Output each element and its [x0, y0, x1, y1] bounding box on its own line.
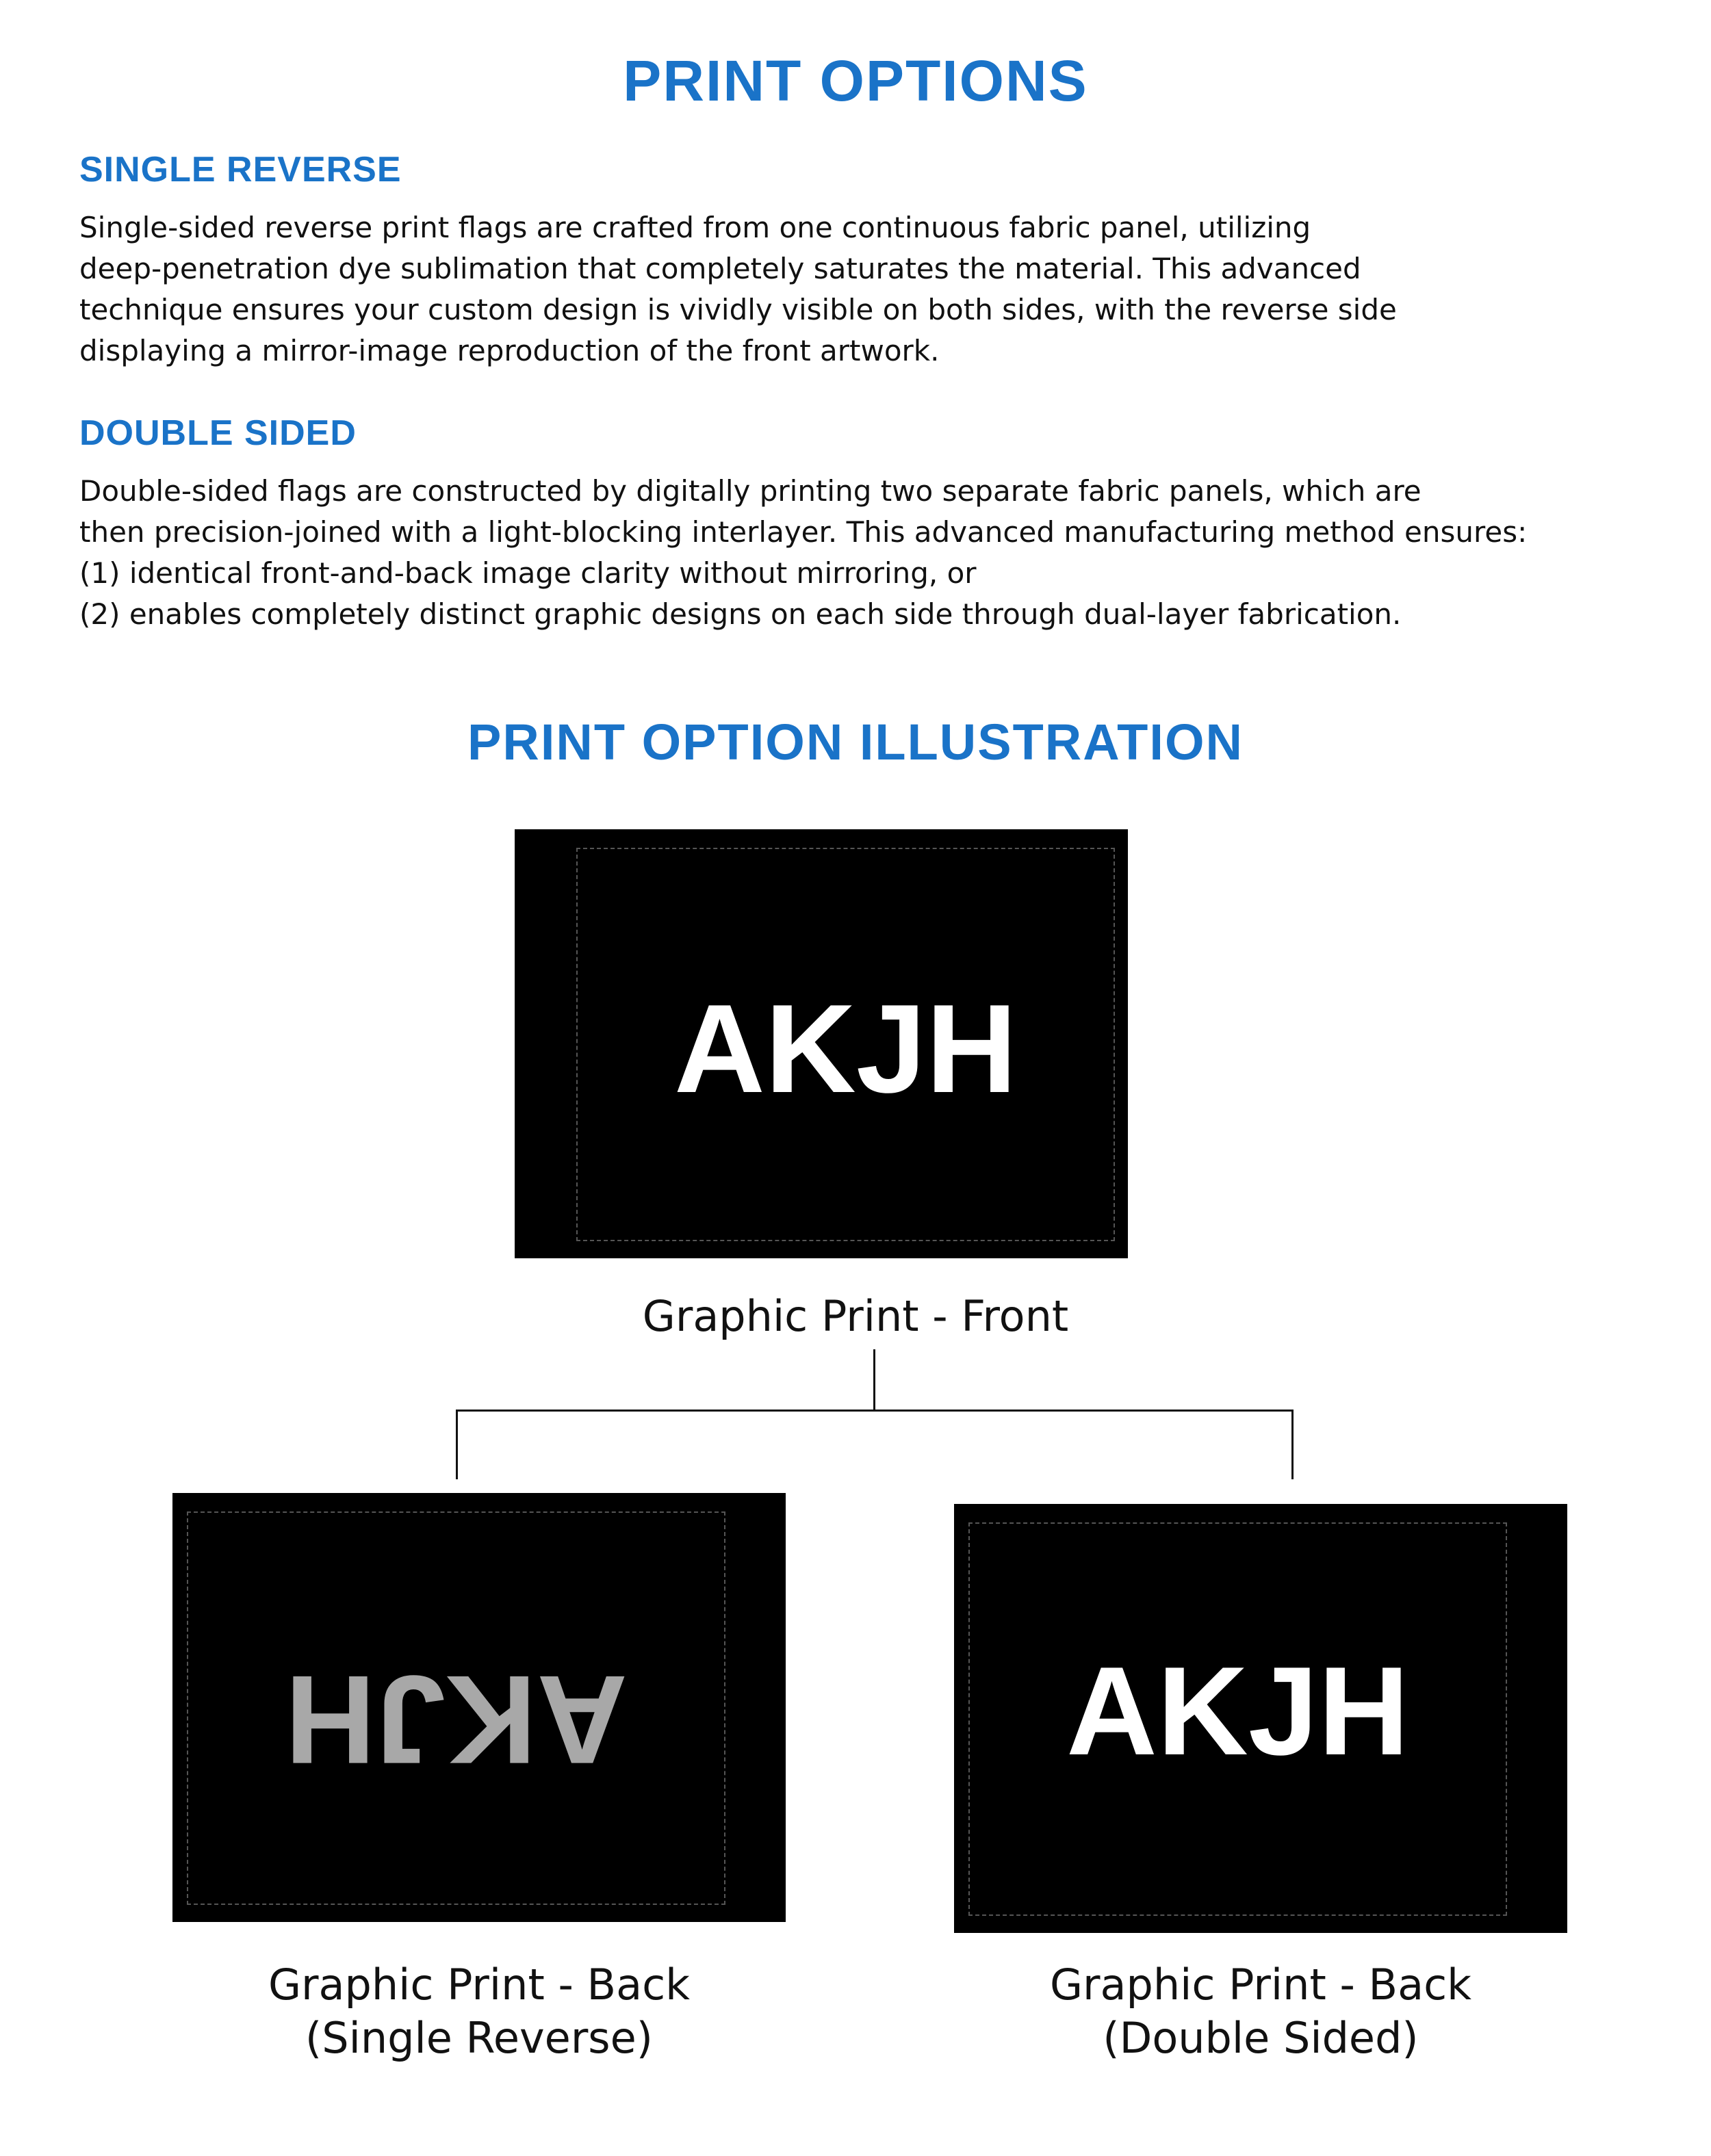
flag-front-image: [515, 829, 1128, 1258]
description-line: (2) enables completely distinct graphic designs on each side through dual-layer fabrication.: [79, 597, 1402, 631]
double-sided-caption: [918, 1958, 1603, 2065]
front-caption: Graphic Print - Front: [642, 1291, 1069, 1341]
caption-line: (Double Sided): [1103, 2013, 1419, 2063]
flag-front-text: AKJH: [674, 978, 1017, 1119]
description-line: displaying a mirror-image reproduction of the front artwork.: [79, 334, 940, 367]
flag-single-reverse-text: AKJH: [285, 1650, 628, 1791]
connector-stem: [873, 1349, 875, 1411]
double-sided-heading: DOUBLE SIDED: [79, 413, 357, 453]
flag-double-sided-image: [954, 1504, 1567, 1933]
description-line: then precision-joined with a light-blocking interlayer. This advanced manufacturing method ensures:: [79, 515, 1528, 549]
connector-left-drop: [456, 1410, 458, 1479]
description-line: (1) identical front-and-back image clarity without mirroring, or: [79, 556, 977, 590]
caption-line: Graphic Print - Back: [1049, 1960, 1472, 2010]
connector-horizontal: [456, 1410, 1294, 1412]
page-title: PRINT OPTIONS: [623, 49, 1088, 113]
description-line: Single-sided reverse print flags are crafted from one continuous fabric panel, utilizing: [79, 211, 1311, 244]
caption-line: Graphic Print - Back: [268, 1960, 691, 2010]
connector-right-drop: [1291, 1410, 1294, 1479]
description-line: deep-penetration dye sublimation that completely saturates the material. This advanced: [79, 252, 1361, 285]
description-line: Double-sided flags are constructed by digitally printing two separate fabric panels, which are: [79, 474, 1421, 508]
double-sided-description: [79, 471, 1654, 635]
illustration-title: PRINT OPTION ILLUSTRATION: [467, 714, 1244, 770]
single-reverse-description: [79, 207, 1654, 372]
description-line: technique ensures your custom design is vividly visible on both sides, with the reverse side: [79, 293, 1397, 326]
flag-double-sided-text: AKJH: [1066, 1640, 1409, 1781]
single-reverse-caption: [137, 1958, 821, 2065]
caption-line: (Single Reverse): [305, 2013, 653, 2063]
flag-single-reverse-image: [172, 1493, 786, 1922]
single-reverse-heading: SINGLE REVERSE: [79, 150, 402, 190]
